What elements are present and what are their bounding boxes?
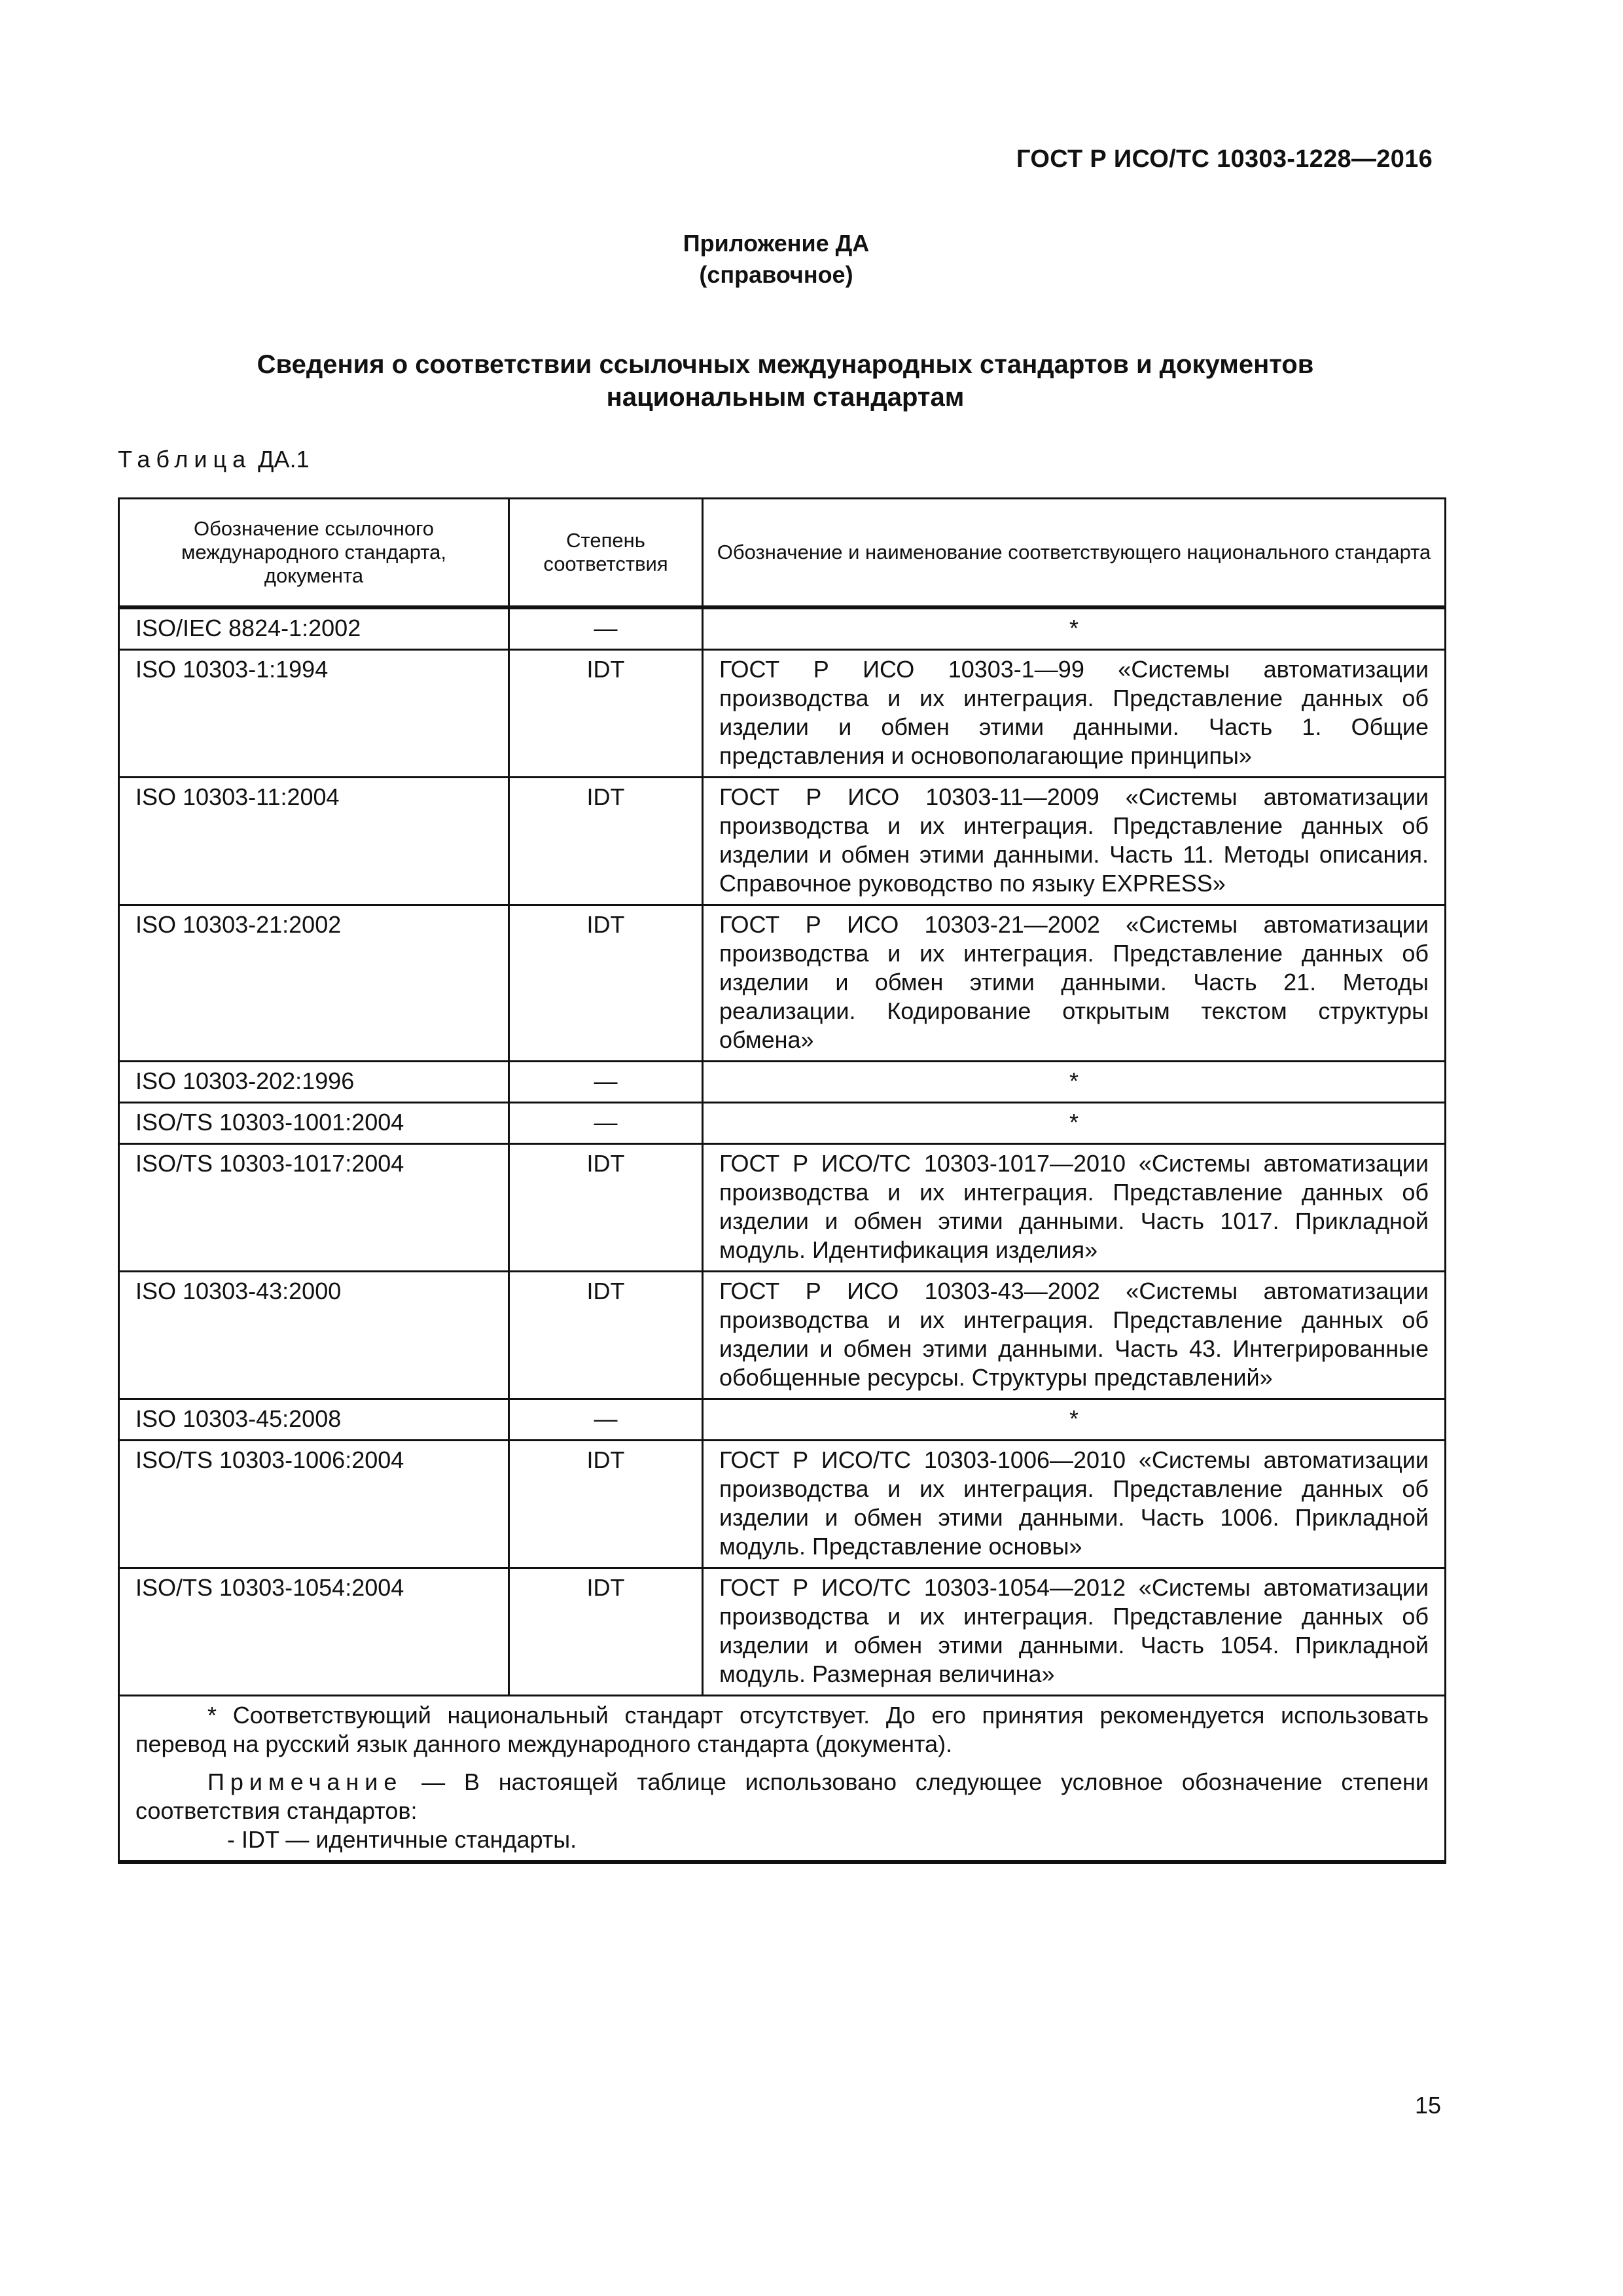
- cell-national: ГОСТ Р ИСО/ТС 10303-1054—2012 «Системы автоматизации производства и их интеграция. Представление данных об изделии и обмен этими данными. Часть 1054. Прикладной модуль. Размерная величина»: [704, 1569, 1444, 1696]
- table-row: [120, 1103, 1444, 1145]
- header-reference-standard: Обозначение ссылочного международного стандарта, документа: [120, 499, 510, 607]
- cell-national: ГОСТ Р ИСО/ТС 10303-1006—2010 «Системы автоматизации производства и их интеграция. Представление данных об изделии и обмен этими данными. Часть 1006. Прикладной модуль. Представление основы»: [704, 1441, 1444, 1569]
- cell-reference: ISO 10303-43:2000: [120, 1272, 510, 1400]
- cell-degree: IDT: [510, 1145, 704, 1272]
- table-row: [120, 651, 1444, 778]
- appendix-subtitle: (справочное): [699, 261, 853, 288]
- table-caption-word: Таблица: [118, 446, 252, 473]
- cell-national: ГОСТ Р ИСО 10303-11—2009 «Системы автоматизации производства и их интеграция. Представление данных об изделии и обмен этими данными. Часть 11. Методы описания. Справочное руководство по языку EXPRESS»: [704, 778, 1444, 906]
- table-caption: [118, 445, 310, 474]
- table-row: [120, 1569, 1444, 1696]
- cell-reference: ISO 10303-202:1996: [120, 1062, 510, 1103]
- cell-national: ГОСТ Р ИСО 10303-43—2002 «Системы автоматизации производства и их интеграция. Представление данных об изделии и обмен этими данными. Часть 43. Интегрированные обобщенные ресурсы. Структуры представлений»: [704, 1272, 1444, 1400]
- cell-degree: IDT: [510, 778, 704, 906]
- cell-national: ГОСТ Р ИСО/ТС 10303-1017—2010 «Системы автоматизации производства и их интеграция. Представление данных об изделии и обмен этими данными. Часть 1017. Прикладной модуль. Идентификация изделия»: [704, 1145, 1444, 1272]
- cell-reference: ISO/TS 10303-1017:2004: [120, 1145, 510, 1272]
- table-notes-row: [120, 1696, 1444, 1862]
- note-item-idt: - IDT — идентичные стандарты.: [227, 1826, 577, 1853]
- cell-reference: ISO/TS 10303-1001:2004: [120, 1103, 510, 1145]
- table-row: [120, 778, 1444, 906]
- table-row: [120, 1145, 1444, 1272]
- header-degree: Степень соответствия: [510, 499, 704, 607]
- cell-reference: ISO 10303-1:1994: [120, 651, 510, 778]
- cell-reference: ISO/TS 10303-1006:2004: [120, 1441, 510, 1569]
- cell-degree: IDT: [510, 1272, 704, 1400]
- cell-national: *: [704, 1103, 1444, 1145]
- table-row: [120, 1272, 1444, 1400]
- table-header-row: [120, 499, 1444, 607]
- table-row: [120, 607, 1444, 651]
- table-footnote: * Соответствующий национальный стандарт отсутствует. До его принятия рекомендуется использовать перевод на русский язык данного международного стандарта (документа).: [135, 1702, 1429, 1757]
- cell-national: *: [704, 1062, 1444, 1103]
- note-text: — В настоящей таблице использовано следующее условное обозначение степени соответствия стандартов:: [135, 1768, 1429, 1824]
- heading-line-1: Сведения о соответствии ссылочных международных стандартов и документов: [257, 350, 1314, 379]
- cell-degree: IDT: [510, 651, 704, 778]
- cell-degree: IDT: [510, 1441, 704, 1569]
- cell-reference: ISO 10303-21:2002: [120, 906, 510, 1062]
- page-number: 15: [1414, 2092, 1441, 2119]
- cell-national: ГОСТ Р ИСО 10303-1—99 «Системы автоматизации производства и их интеграция. Представление данных об изделии и обмен этими данными. Часть 1. Общие представления и основополагающие принципы»: [704, 651, 1444, 778]
- cell-degree: IDT: [510, 1569, 704, 1696]
- table-caption-number: ДА.1: [258, 446, 310, 473]
- appendix-title-block: [0, 228, 1552, 291]
- table-row: [120, 906, 1444, 1062]
- table-note: [135, 1768, 1429, 1825]
- note-label: Примечание: [207, 1768, 403, 1795]
- cell-degree: —: [510, 1062, 704, 1103]
- heading-line-2: национальным стандартам: [606, 383, 965, 412]
- document-code: ГОСТ Р ИСО/ТС 10303-1228—2016: [1016, 145, 1433, 173]
- cell-national: *: [704, 607, 1444, 651]
- cell-reference: ISO 10303-45:2008: [120, 1400, 510, 1441]
- cell-reference: ISO/IEC 8824-1:2002: [120, 607, 510, 651]
- appendix-title: Приложение ДА: [683, 230, 870, 257]
- table-row: [120, 1062, 1444, 1103]
- cell-degree: IDT: [510, 906, 704, 1062]
- table-row: [120, 1400, 1444, 1441]
- cell-degree: —: [510, 1103, 704, 1145]
- section-heading: [196, 348, 1374, 414]
- cell-national: *: [704, 1400, 1444, 1441]
- cell-national: ГОСТ Р ИСО 10303-21—2002 «Системы автоматизации производства и их интеграция. Представление данных об изделии и обмен этими данными. Часть 21. Методы реализации. Кодирование открытым текстом структуры обмена»: [704, 906, 1444, 1062]
- table-notes: [120, 1696, 1444, 1862]
- cell-degree: —: [510, 1400, 704, 1441]
- cell-degree: —: [510, 607, 704, 651]
- header-national-standard: Обозначение и наименование соответствующего национального стандарта: [704, 499, 1444, 607]
- cell-reference: ISO 10303-11:2004: [120, 778, 510, 906]
- cell-reference: ISO/TS 10303-1054:2004: [120, 1569, 510, 1696]
- table-row: [120, 1441, 1444, 1569]
- standards-table: [118, 497, 1446, 1864]
